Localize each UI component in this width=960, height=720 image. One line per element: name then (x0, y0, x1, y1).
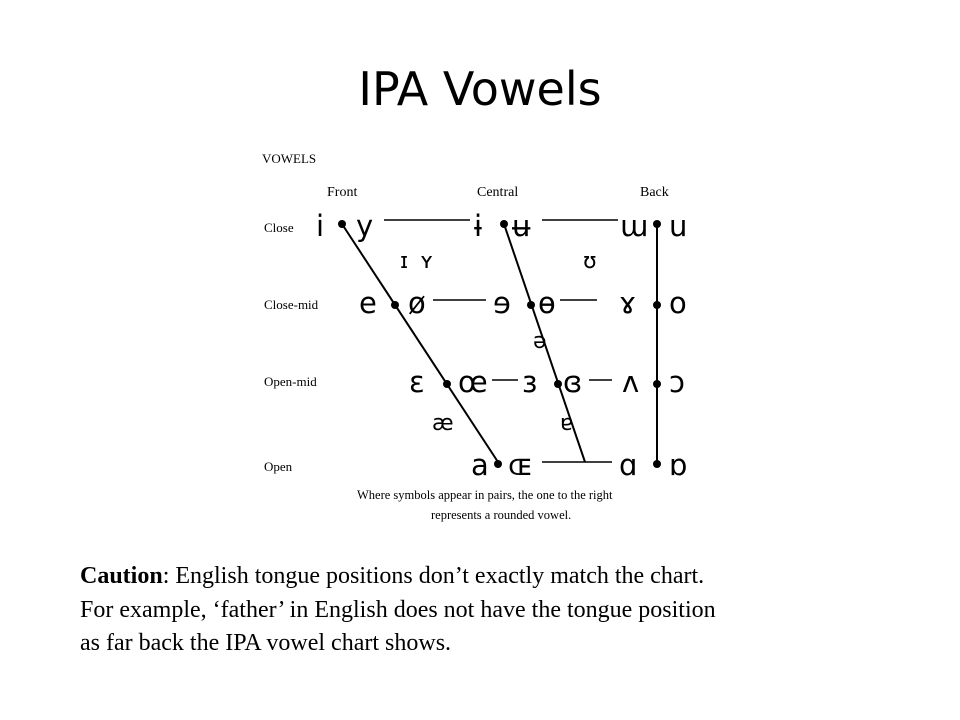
caution-line-1 (80, 560, 940, 594)
dot-close-mid-front (391, 301, 399, 309)
vowel-open-mid-front-unrounded: ɛ (409, 365, 425, 399)
dot-close-front (338, 220, 346, 228)
vowel-close-mid-back-unrounded: ɤ (619, 286, 637, 320)
vowel-close-back-unrounded: ɯ (620, 209, 649, 243)
dot-open-mid-front (443, 380, 451, 388)
dot-close-central (500, 220, 508, 228)
vowel-open-back-rounded: ɒ (669, 448, 688, 482)
row-label-close: Close (264, 220, 294, 235)
dot-open-mid-central (554, 380, 562, 388)
dot-close-mid-back (653, 301, 661, 309)
vowel-open-front-unrounded: a (471, 448, 489, 482)
row-label-open-mid: Open-mid (264, 374, 317, 389)
caution-line-2: For example, ‘father’ in English does not have the tongue position (80, 596, 716, 623)
column-label-back: Back (640, 185, 669, 200)
vowel-near-close-back-rounded: ʊ (583, 249, 597, 274)
slide-title: IPA Vowels (358, 62, 602, 116)
chart-footnote-line-2: represents a rounded vowel. (431, 508, 572, 522)
vowel-open-mid-back-rounded: ɔ (669, 365, 685, 399)
vowel-close-mid-central-rounded: ɵ (538, 286, 556, 320)
caution-text-1: : English tongue positions don’t exactly match the chart. (162, 563, 705, 589)
dot-close-back (653, 220, 661, 228)
vowel-open-mid-central-unrounded: ɜ (522, 365, 538, 399)
vowel-open-mid-front-rounded: œ (458, 365, 488, 399)
vowel-close-mid-back-rounded: o (669, 286, 687, 320)
vowel-open-mid-central-rounded: ɞ (563, 365, 583, 399)
dot-open-mid-back (653, 380, 661, 388)
chart-footnote-line-1: Where symbols appear in pairs, the one to the right (357, 488, 613, 502)
vowel-near-close-front-unrounded: ɪ (400, 249, 409, 274)
column-label-central: Central (477, 185, 519, 200)
vowel-open-back-unrounded: ɑ (619, 448, 638, 482)
vowel-near-open-front-unrounded: æ (432, 411, 454, 436)
dot-open-front (494, 460, 502, 468)
column-label-front: Front (327, 185, 358, 200)
vowel-near-open-central: ɐ (560, 411, 574, 436)
vowel-close-central-unrounded: ɨ (474, 209, 483, 243)
vowel-mid-central: ə (533, 329, 547, 354)
vowel-close-mid-front-rounded: ø (408, 286, 426, 320)
caution-line-3: as far back the IPA vowel chart shows. (80, 630, 452, 657)
vowel-close-mid-central-unrounded: ɘ (493, 286, 511, 320)
dot-open-back (653, 460, 661, 468)
vowel-close-back-rounded: u (669, 209, 688, 243)
dot-close-mid-central (527, 301, 535, 309)
vowel-close-front-rounded: y (356, 209, 374, 243)
chart-heading: VOWELS (262, 151, 317, 166)
vowel-close-front-unrounded: i (316, 209, 325, 243)
vowel-near-close-front-rounded: ʏ (420, 249, 434, 274)
vowel-open-mid-back-unrounded: ʌ (622, 365, 640, 399)
vowel-close-central-rounded: ʉ (512, 209, 531, 243)
vowel-close-mid-front-unrounded: e (359, 286, 377, 320)
row-label-close-mid: Close-mid (264, 297, 319, 312)
vowel-open-front-rounded: ɶ (508, 448, 533, 482)
caution-label: Caution (80, 563, 163, 589)
caution-note (80, 560, 940, 661)
row-label-open: Open (264, 459, 293, 474)
